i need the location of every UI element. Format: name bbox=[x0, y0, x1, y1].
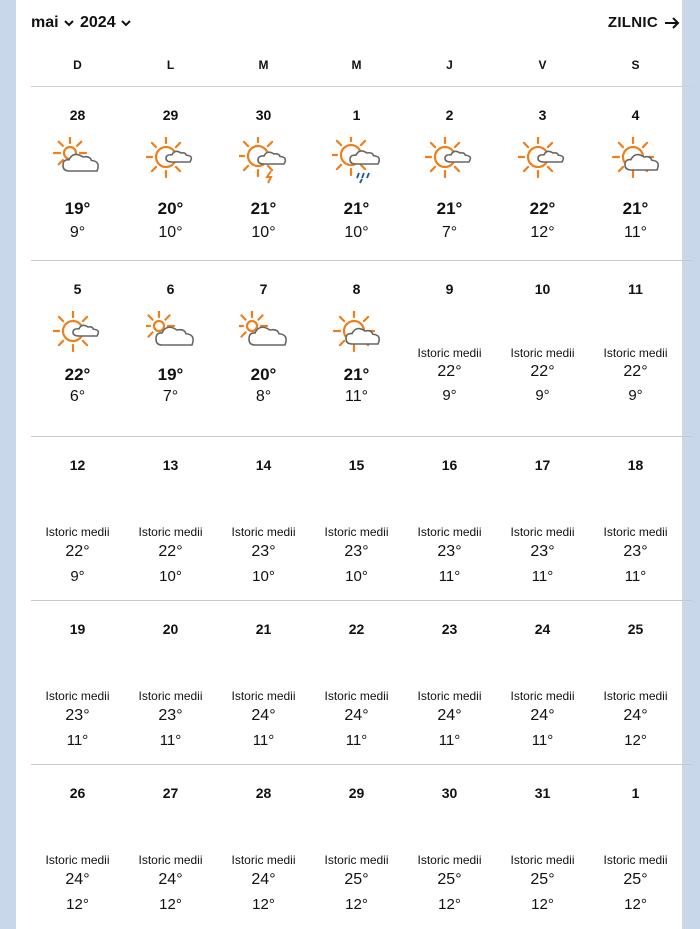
avg-max-temp: 22° bbox=[437, 363, 462, 380]
min-temp: 10° bbox=[251, 224, 276, 241]
weekday-label: V bbox=[538, 58, 547, 72]
sun-thunder-icon bbox=[239, 137, 289, 181]
day-cell[interactable] bbox=[496, 437, 589, 600]
max-temp: 21° bbox=[622, 199, 649, 218]
avg-min-temp: 10° bbox=[345, 568, 368, 585]
avg-min-temp: 11° bbox=[159, 732, 182, 749]
avg-min-temp: 10° bbox=[252, 568, 275, 585]
min-temp: 7° bbox=[441, 224, 458, 241]
day-cell[interactable] bbox=[124, 87, 217, 260]
max-temp: 20° bbox=[250, 365, 277, 384]
day-cell[interactable] bbox=[124, 437, 217, 600]
month-selector[interactable] bbox=[31, 14, 76, 32]
week-row bbox=[31, 765, 692, 928]
day-cell[interactable] bbox=[589, 261, 682, 436]
day-cell[interactable] bbox=[31, 601, 124, 764]
day-number: 22 bbox=[348, 621, 365, 637]
day-cell[interactable] bbox=[31, 765, 124, 928]
max-temp: 21° bbox=[343, 199, 370, 218]
day-number: 13 bbox=[162, 457, 179, 473]
day-number: 17 bbox=[534, 457, 551, 473]
historical-average-label: Istoric medii bbox=[138, 853, 203, 867]
day-cell[interactable] bbox=[589, 601, 682, 764]
day-number: 16 bbox=[441, 457, 458, 473]
min-temp: 8° bbox=[255, 388, 272, 405]
day-cell[interactable] bbox=[310, 437, 403, 600]
avg-max-temp: 24° bbox=[344, 707, 369, 724]
historical-average-label: Istoric medii bbox=[510, 853, 575, 867]
partly-cloudy-icon bbox=[53, 137, 103, 181]
avg-min-temp: 11° bbox=[624, 568, 647, 585]
calendar-grid bbox=[31, 87, 682, 928]
week-row bbox=[31, 601, 692, 765]
historical-average-label: Istoric medii bbox=[138, 525, 203, 539]
day-number: 29 bbox=[162, 107, 179, 123]
min-temp: 11° bbox=[623, 224, 647, 241]
avg-max-temp: 23° bbox=[437, 543, 462, 560]
min-temp: 12° bbox=[530, 224, 555, 241]
avg-min-temp: 9° bbox=[535, 387, 550, 404]
day-number: 27 bbox=[162, 785, 179, 801]
avg-max-temp: 25° bbox=[437, 871, 462, 888]
day-number: 21 bbox=[255, 621, 272, 637]
day-number: 1 bbox=[631, 785, 640, 801]
avg-min-temp: 12° bbox=[531, 896, 554, 913]
day-number: 28 bbox=[255, 785, 272, 801]
day-number: 20 bbox=[162, 621, 179, 637]
day-number: 18 bbox=[627, 457, 644, 473]
day-cell[interactable] bbox=[124, 601, 217, 764]
day-number: 12 bbox=[69, 457, 86, 473]
avg-max-temp: 25° bbox=[623, 871, 648, 888]
day-cell[interactable] bbox=[403, 261, 496, 436]
day-cell[interactable] bbox=[496, 765, 589, 928]
max-temp: 19° bbox=[64, 199, 91, 218]
calendar-panel bbox=[16, 0, 682, 929]
historical-average-label: Istoric medii bbox=[417, 853, 482, 867]
avg-min-temp: 11° bbox=[66, 732, 89, 749]
max-temp: 19° bbox=[157, 365, 184, 384]
sun-small-cloud-icon bbox=[53, 311, 103, 355]
year-selector[interactable] bbox=[80, 14, 133, 32]
day-number: 23 bbox=[441, 621, 458, 637]
max-temp: 21° bbox=[250, 199, 277, 218]
sun-small-cloud-icon bbox=[518, 137, 568, 181]
sun-rain-icon bbox=[332, 137, 382, 181]
day-cell[interactable] bbox=[310, 261, 403, 436]
min-temp: 7° bbox=[162, 388, 179, 405]
min-temp: 11° bbox=[344, 388, 368, 405]
day-cell[interactable] bbox=[403, 87, 496, 260]
max-temp: 22° bbox=[64, 365, 91, 384]
day-cell[interactable] bbox=[217, 601, 310, 764]
historical-average-label: Istoric medii bbox=[417, 689, 482, 703]
avg-max-temp: 23° bbox=[251, 543, 276, 560]
min-temp: 10° bbox=[344, 224, 369, 241]
day-number: 25 bbox=[627, 621, 644, 637]
calendar-toolbar bbox=[16, 0, 682, 50]
day-cell[interactable] bbox=[31, 87, 124, 260]
day-number: 8 bbox=[352, 281, 361, 297]
daily-view-link[interactable] bbox=[608, 14, 680, 31]
day-cell[interactable] bbox=[589, 765, 682, 928]
avg-max-temp: 24° bbox=[437, 707, 462, 724]
avg-max-temp: 23° bbox=[65, 707, 90, 724]
day-cell[interactable] bbox=[403, 437, 496, 600]
historical-average-label: Istoric medii bbox=[231, 525, 296, 539]
day-cell[interactable] bbox=[403, 601, 496, 764]
day-cell[interactable] bbox=[217, 765, 310, 928]
avg-max-temp: 23° bbox=[623, 543, 648, 560]
cloudy-icon bbox=[146, 311, 196, 355]
avg-min-temp: 11° bbox=[345, 732, 368, 749]
avg-min-temp: 11° bbox=[438, 732, 461, 749]
avg-max-temp: 23° bbox=[530, 543, 555, 560]
avg-min-temp: 11° bbox=[438, 568, 461, 585]
avg-min-temp: 12° bbox=[345, 896, 368, 913]
historical-average-label: Istoric medii bbox=[324, 689, 389, 703]
day-cell[interactable] bbox=[310, 87, 403, 260]
avg-min-temp: 11° bbox=[252, 732, 275, 749]
daily-view-label: ZILNIC bbox=[607, 14, 658, 31]
day-cell[interactable] bbox=[496, 87, 589, 260]
avg-max-temp: 25° bbox=[530, 871, 555, 888]
weekday-header bbox=[31, 50, 692, 87]
max-temp: 21° bbox=[343, 365, 370, 384]
day-number: 1 bbox=[352, 107, 361, 123]
historical-average-label: Istoric medii bbox=[324, 853, 389, 867]
historical-average-label: Istoric medii bbox=[324, 525, 389, 539]
avg-min-temp: 9° bbox=[628, 387, 643, 404]
day-number: 11 bbox=[628, 281, 643, 297]
avg-min-temp: 11° bbox=[531, 732, 554, 749]
week-row bbox=[31, 437, 692, 601]
week-row bbox=[31, 87, 692, 261]
day-cell[interactable] bbox=[310, 765, 403, 928]
day-number: 28 bbox=[69, 107, 86, 123]
avg-max-temp: 22° bbox=[158, 543, 183, 560]
day-cell[interactable] bbox=[217, 87, 310, 260]
avg-max-temp: 23° bbox=[158, 707, 183, 724]
chevron-down-icon bbox=[119, 16, 133, 30]
historical-average-label: Istoric medii bbox=[603, 525, 668, 539]
min-temp: 9° bbox=[69, 224, 86, 241]
avg-max-temp: 24° bbox=[623, 707, 648, 724]
historical-average-label: Istoric medii bbox=[603, 346, 668, 360]
historical-average-label: Istoric medii bbox=[231, 853, 296, 867]
avg-min-temp: 9° bbox=[442, 387, 457, 404]
max-temp: 22° bbox=[529, 199, 556, 218]
day-number: 5 bbox=[73, 281, 82, 297]
weekday-label: M bbox=[258, 58, 269, 72]
weekday-label: J bbox=[446, 58, 453, 72]
avg-max-temp: 22° bbox=[530, 363, 555, 380]
day-cell[interactable] bbox=[124, 765, 217, 928]
day-number: 30 bbox=[255, 107, 272, 123]
historical-average-label: Istoric medii bbox=[45, 689, 110, 703]
avg-max-temp: 24° bbox=[251, 871, 276, 888]
avg-min-temp: 10° bbox=[159, 568, 182, 585]
weekday-label: M bbox=[351, 58, 362, 72]
historical-average-label: Istoric medii bbox=[45, 525, 110, 539]
chevron-down-icon bbox=[62, 16, 76, 30]
day-cell[interactable] bbox=[403, 765, 496, 928]
day-number: 31 bbox=[534, 785, 551, 801]
avg-min-temp: 12° bbox=[624, 732, 647, 749]
avg-max-temp: 24° bbox=[158, 871, 183, 888]
weekday-label: L bbox=[166, 58, 175, 72]
historical-average-label: Istoric medii bbox=[603, 853, 668, 867]
day-cell[interactable] bbox=[217, 437, 310, 600]
avg-min-temp: 12° bbox=[624, 896, 647, 913]
day-number: 9 bbox=[445, 281, 454, 297]
day-number: 30 bbox=[441, 785, 458, 801]
month-label: mai bbox=[31, 14, 59, 31]
avg-max-temp: 25° bbox=[344, 871, 369, 888]
sun-cloud-icon bbox=[332, 311, 382, 355]
day-number: 24 bbox=[534, 621, 551, 637]
day-number: 14 bbox=[255, 457, 272, 473]
max-temp: 20° bbox=[157, 199, 184, 218]
day-number: 7 bbox=[259, 281, 268, 297]
avg-max-temp: 24° bbox=[65, 871, 90, 888]
day-cell[interactable] bbox=[31, 261, 124, 436]
day-cell[interactable] bbox=[496, 261, 589, 436]
arrow-right-icon bbox=[664, 16, 680, 30]
sun-cloud-icon bbox=[611, 137, 661, 181]
avg-max-temp: 24° bbox=[251, 707, 276, 724]
historical-average-label: Istoric medii bbox=[231, 689, 296, 703]
day-number: 29 bbox=[348, 785, 365, 801]
historical-average-label: Istoric medii bbox=[510, 689, 575, 703]
day-number: 4 bbox=[631, 107, 640, 123]
avg-min-temp: 12° bbox=[252, 896, 275, 913]
historical-average-label: Istoric medii bbox=[603, 689, 668, 703]
day-number: 19 bbox=[69, 621, 86, 637]
week-row bbox=[31, 261, 692, 437]
day-number: 3 bbox=[538, 107, 547, 123]
historical-average-label: Istoric medii bbox=[417, 525, 482, 539]
avg-min-temp: 9° bbox=[70, 568, 85, 585]
day-number: 2 bbox=[445, 107, 454, 123]
min-temp: 10° bbox=[158, 224, 183, 241]
historical-average-label: Istoric medii bbox=[510, 346, 575, 360]
avg-min-temp: 12° bbox=[438, 896, 461, 913]
weekday-label: S bbox=[631, 58, 640, 72]
year-label: 2024 bbox=[80, 14, 116, 31]
day-number: 26 bbox=[69, 785, 86, 801]
avg-min-temp: 12° bbox=[66, 896, 89, 913]
min-temp: 6° bbox=[69, 388, 86, 405]
sun-small-cloud-icon bbox=[425, 137, 475, 181]
avg-max-temp: 23° bbox=[344, 543, 369, 560]
day-cell[interactable] bbox=[31, 437, 124, 600]
day-cell[interactable] bbox=[310, 601, 403, 764]
avg-max-temp: 22° bbox=[623, 363, 648, 380]
day-number: 10 bbox=[534, 281, 551, 297]
day-cell[interactable] bbox=[589, 87, 682, 260]
day-cell[interactable] bbox=[217, 261, 310, 436]
weekday-label: D bbox=[73, 58, 82, 72]
day-cell[interactable] bbox=[124, 261, 217, 436]
day-cell[interactable] bbox=[496, 601, 589, 764]
day-cell[interactable] bbox=[589, 437, 682, 600]
avg-max-temp: 22° bbox=[65, 543, 90, 560]
historical-average-label: Istoric medii bbox=[510, 525, 575, 539]
avg-max-temp: 24° bbox=[530, 707, 555, 724]
max-temp: 21° bbox=[436, 199, 463, 218]
cloudy-icon bbox=[239, 311, 289, 355]
historical-average-label: Istoric medii bbox=[45, 853, 110, 867]
historical-average-label: Istoric medii bbox=[138, 689, 203, 703]
day-number: 15 bbox=[348, 457, 365, 473]
sun-small-cloud-icon bbox=[146, 137, 196, 181]
avg-min-temp: 12° bbox=[159, 896, 182, 913]
day-number: 6 bbox=[166, 281, 175, 297]
historical-average-label: Istoric medii bbox=[417, 346, 482, 360]
avg-min-temp: 11° bbox=[531, 568, 554, 585]
